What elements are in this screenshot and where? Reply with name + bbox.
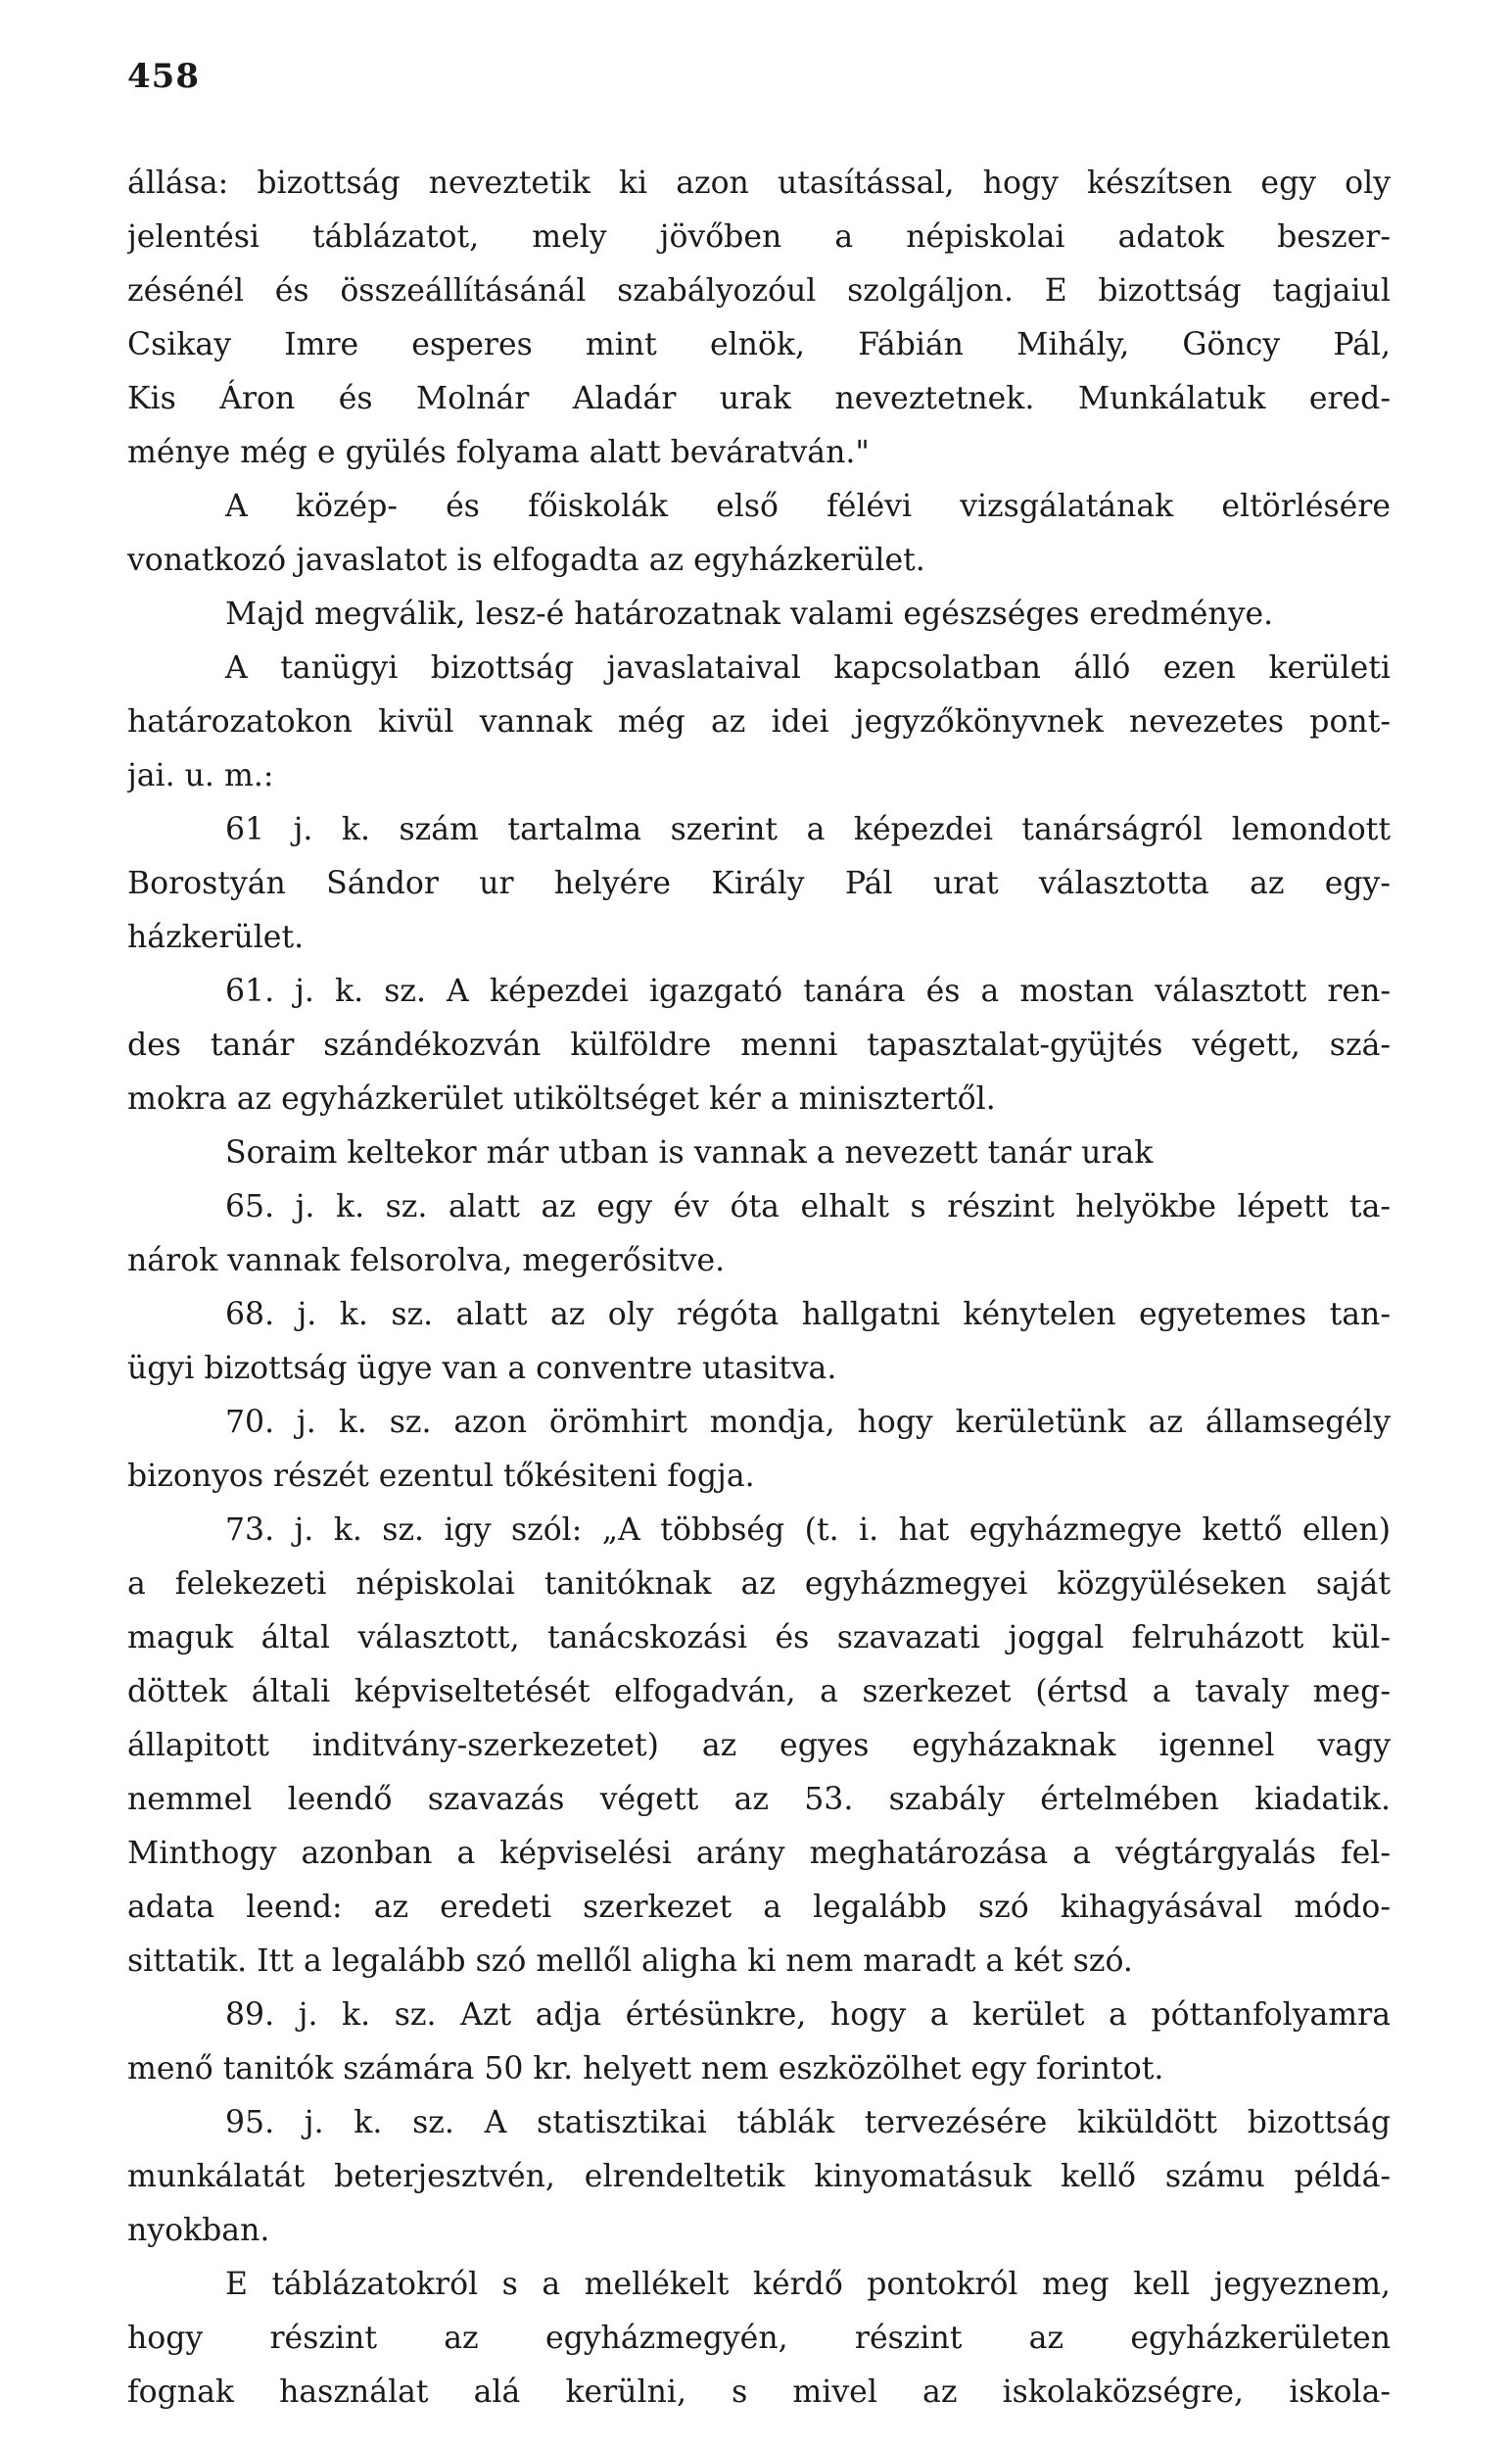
text-line: a felekezeti népiskolai tanitóknak az egyházmegyei közgyüléseken saját xyxy=(127,1566,1391,1602)
text-line: zésénél és összeállításánál szabályozóul szolgáljon. E bizottság tagjaiul xyxy=(127,273,1391,309)
text-line: sittatik. Itt a legalább szó mellől aligha ki nem maradt a két szó. xyxy=(127,1943,1133,1979)
text-line: 73. j. k. sz. igy szól: „A többség (t. i. hat egyházmegye kettő ellen) xyxy=(225,1512,1391,1548)
text-line: bizonyos részét ezentul tőkésiteni fogja. xyxy=(127,1459,755,1494)
text-line: ügyi bizottság ügye van a conventre utasitva. xyxy=(127,1351,837,1386)
text-line: 68. j. k. sz. alatt az oly régóta hallgatni kénytelen egyetemes tan- xyxy=(225,1297,1391,1332)
text-line: A közép- és főiskolák első félévi vizsgálatának eltörlésére xyxy=(225,489,1391,524)
text-line: maguk által választott, tanácskozási és szavazati joggal felruházott kül- xyxy=(127,1620,1391,1655)
text-line: Borostyán Sándor ur helyére Király Pál urat választotta az egy- xyxy=(127,866,1391,901)
text-line: adata leend: az eredeti szerkezet a legalább szó kihagyásával módo- xyxy=(127,1890,1391,1925)
text-line: des tanár szándékozván külföldre menni tapasztalat-gyüjtés végett, szá- xyxy=(127,1028,1391,1063)
text-line: Minthogy azonban a képviselési arány meghatározása a végtárgyalás fel- xyxy=(127,1836,1391,1871)
text-line: vonatkozó javaslatot is elfogadta az egyházkerület. xyxy=(127,543,925,578)
body-text xyxy=(127,157,1391,2420)
text-line: házkerület. xyxy=(127,920,305,955)
text-line: menő tanitók számára 50 kr. helyett nem eszközölhet egy forintot. xyxy=(127,2051,1164,2086)
text-line: döttek általi képviseltetését elfogadván, a szerkezet (értsd a tavaly meg- xyxy=(127,1674,1391,1709)
text-line: munkálatát beterjesztvén, elrendeltetik kinyomatásuk kellő számu példá- xyxy=(127,2159,1391,2194)
text-line: határozatokon kivül vannak még az idei jegyzőkönyvnek nevezetes pont- xyxy=(127,704,1391,740)
text-line: Majd megválik, lesz-é határozatnak valami egészséges eredménye. xyxy=(225,597,1274,632)
text-line: 65. j. k. sz. alatt az egy év óta elhalt s részint helyökbe lépett ta- xyxy=(225,1189,1391,1224)
text-line: Soraim keltekor már utban is vannak a nevezett tanár urak xyxy=(225,1135,1154,1171)
text-line: jelentési táblázatot, mely jövőben a népiskolai adatok beszer- xyxy=(127,219,1391,255)
text-line: mokra az egyházkerület utiköltséget kér a minisztertől. xyxy=(127,1081,996,1117)
text-line: 61 j. k. szám tartalma szerint a képezdei tanárságról lemondott xyxy=(225,812,1391,847)
text-line: Kis Áron és Molnár Aladár urak neveztetnek. Munkálatuk ered- xyxy=(127,381,1391,416)
text-line: állapitott inditvány-szerkezetet) az egyes egyházaknak igennel vagy xyxy=(127,1728,1391,1763)
text-line: 89. j. k. sz. Azt adja értésünkre, hogy a kerület a póttanfolyamra xyxy=(225,1997,1391,2033)
text-line: hogy részint az egyházmegyén, részint az egyházkerületen xyxy=(127,2321,1391,2356)
text-line: 95. j. k. sz. A statisztikai táblák tervezésére kiküldött bizottság xyxy=(225,2105,1391,2140)
text-line: állása: bizottság neveztetik ki azon utasítással, hogy készítsen egy oly xyxy=(127,166,1391,201)
text-line: fognak használat alá kerülni, s mivel az iskolaközségre, iskola- xyxy=(127,2374,1391,2410)
text-line: Csikay Imre esperes mint elnök, Fábián Mihály, Göncy Pál, xyxy=(127,327,1391,362)
text-line: A tanügyi bizottság javaslataival kapcsolatban álló ezen kerületi xyxy=(225,650,1391,686)
text-line: nemmel leendő szavazás végett az 53. szabály értelmében kiadatik. xyxy=(127,1782,1391,1817)
text-line: 70. j. k. sz. azon örömhirt mondja, hogy kerületünk az államsegély xyxy=(225,1405,1391,1440)
text-line: jai. u. m.: xyxy=(127,758,274,793)
text-line: ménye még e gyülés folyama alatt beváratván." xyxy=(127,435,870,470)
text-line: nyokban. xyxy=(127,2213,270,2248)
text-line: E táblázatokról s a mellékelt kérdő pontokról meg kell jegyeznem, xyxy=(225,2267,1391,2302)
text-line: nárok vannak felsorolva, megerősitve. xyxy=(127,1243,726,1278)
text-line: 61. j. k. sz. A képezdei igazgató tanára és a mostan választott ren- xyxy=(225,974,1391,1009)
page-number: 458 xyxy=(127,57,200,96)
